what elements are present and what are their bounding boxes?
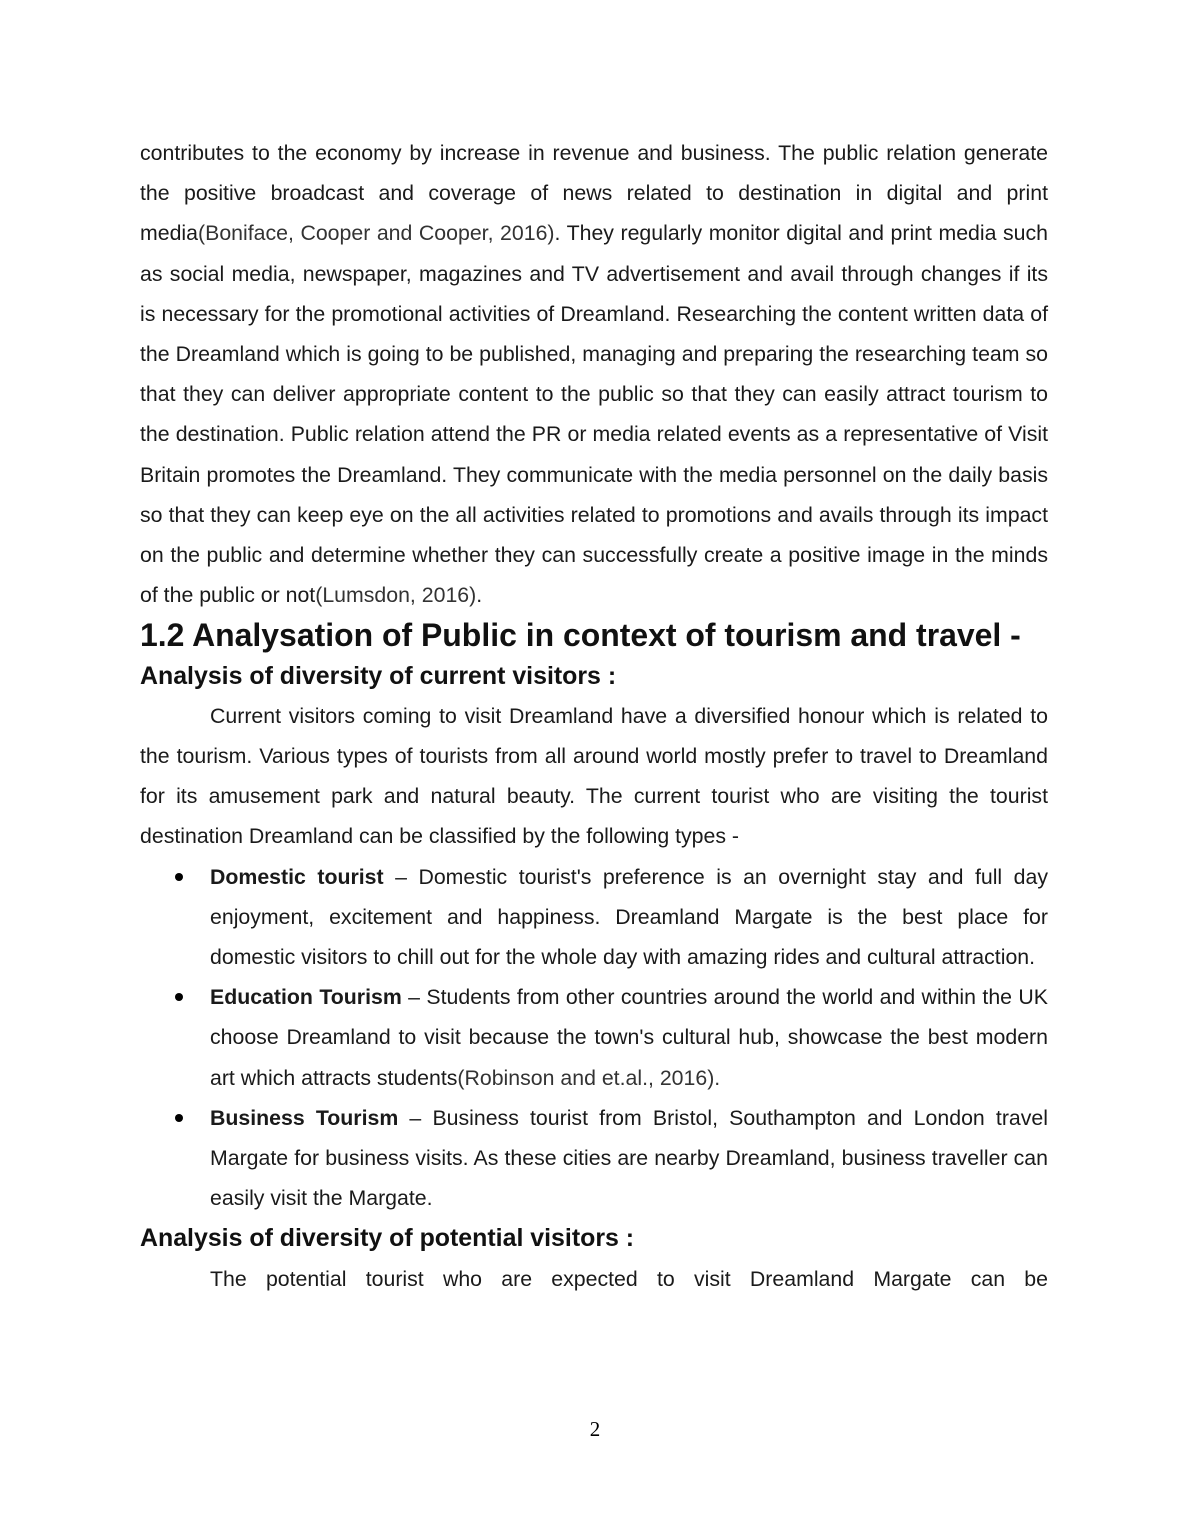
paragraph-text: . They regularly monitor digital and print media such as social media, newspaper, magazines and TV advertisement and avail through changes if its is necessary for the promotional activities of Dreamland. Researching the content written data of the Dreamland which is going to be published, managing and preparing the researching team so that they can deliver appropriate content to the public so that they can easily attract tourism to the destination. Public relation attend the PR or media related events as a representative of Visit Britain promotes the Dreamland. They communicate with the media personnel on the daily basis so that they can keep eye on the all activities related to promotions and avails through its impact on the public and determine whether they can successfully create a positive image in the minds of the public or not (140, 221, 1049, 608)
list-item-term: Domestic tourist (210, 864, 384, 889)
paragraph-text: . (476, 583, 483, 608)
bullet-icon (175, 1114, 183, 1122)
visitor-types-list (140, 857, 1048, 1219)
list-item-term: Education Tourism (210, 985, 402, 1010)
citation: (Lumsdon, 2016) (315, 583, 477, 608)
citation: (Boniface, Cooper and Cooper, 2016) (198, 221, 555, 246)
current-visitors-intro: Current visitors coming to visit Dreamland have a diversified honour which is related to the tourism. Various types of tourists from all around world mostly prefer to travel to Dreamland for its amusement park and natural beauty. The current tourist who are visiting the tourist destination Dreamland can be classified by the following types - (140, 703, 1048, 849)
paragraph-text: contributes to the economy by increase in revenue and business. The public relation generate the positive broadcast and coverage of news related to destination in digital and print media (140, 141, 1048, 246)
list-item-education-tourism (140, 977, 1048, 1098)
list-item-domestic-tourist (140, 857, 1048, 978)
citation: (Robinson and et.al., 2016). (457, 1065, 721, 1090)
bullet-icon (175, 993, 183, 1001)
list-item-text: – Students from other countries around the world and within the UK choose Dreamland to visit because the town's cultural hub, showcase the best modern art which attracts students (210, 985, 1048, 1090)
page-number: 2 (589, 1417, 601, 1441)
list-item-term: Business Tourism (210, 1105, 399, 1130)
current-visitors-heading: Analysis of diversity of current visitors : (140, 661, 617, 690)
section-heading: 1.2 Analysation of Public in context of tourism and travel - (140, 617, 1021, 654)
document-page (140, 133, 1048, 1299)
list-item-business-tourism (140, 1098, 1048, 1219)
potential-visitors-intro: The potential tourist who are expected to visit Dreamland Margate can be (210, 1266, 1048, 1291)
list-item-text: – Business tourist from Bristol, Southampton and London travel Margate for business visits. As these cities are nearby Dreamland, business traveller can easily visit the Margate. (210, 1105, 1048, 1211)
body-paragraph-public-relations (140, 133, 1048, 615)
bullet-icon (175, 873, 183, 881)
potential-visitors-heading: Analysis of diversity of potential visitors : (140, 1224, 635, 1253)
list-item-text: – Domestic tourist's preference is an overnight stay and full day enjoyment, excitement and happiness. Dreamland Margate is the best place for domestic visitors to chill out for the whole day with amazing rides and cultural attraction. (210, 864, 1048, 970)
